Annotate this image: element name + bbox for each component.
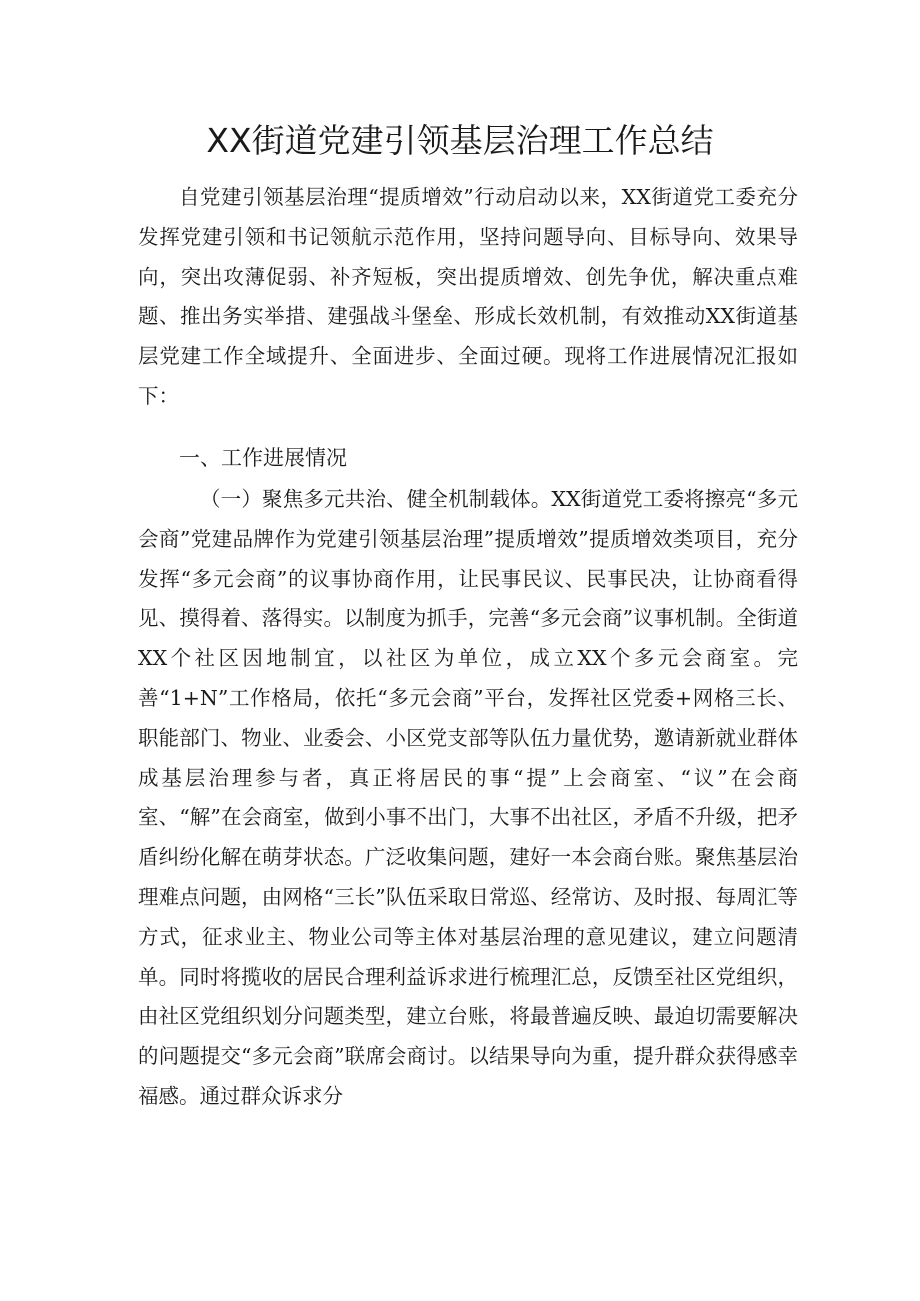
- intro-paragraph: 自党建引领基层治理“提质增效”行动启动以来，XX街道党工委充分发挥党建引领和书记领航示范作用，坚持问题导向、目标导向、效果导向，突出攻薄促弱、补齐短板，突出提质增效、创先争优，解决重点难题、推出务实举措、建强战斗堡垒、形成长效机制，有效推动XX街道基层党建工作全域提升、全面进步、全面过硬。现将工作进展情况汇报如下：: [138, 185, 798, 408]
- section-1-paragraph-1: （一）聚焦多元共治、健全机制载体。XX街道党工委将擦亮“多元会商”党建品牌作为党建引领基层治理”提质增效”提质增效类项目，充分发挥“多元会商”的议事协商作用，让民事民议、民事民决，让协商看得见、摸得着、落得实。以制度为抓手，完善“多元会商”议事机制。全街道XX个社区因地制宜，以社区为单位，成立XX个多元会商室。完善“1+N”工作格局，依托“多元会商”平台，发挥社区党委+网格三长、职能部门、物业、业委会、小区党支部等队伍力量优势，邀请新就业群体成基层治理参与者，真正将居民的事“提”上会商室、“议”在会商室、“解”在会商室，做到小事不出门，大事不出社区，矛盾不升级，把矛盾纠纷化解在萌芽状态。广泛收集问题，建好一本会商台账。聚焦基层治理难点问题，由网格“三长”队伍采取日常巡、经常访、及时报、每周汇等方式，征求业主、物业公司等主体对基层治理的意见建议，建立问题清单。同时将揽收的居民合理利益诉求进行梳理汇总，反馈至社区党组织，由社区党组织划分问题类型，建立台账，将最普遍反映、最迫切需要解决的问题提交“多元会商”联席会商讨。以结果导向为重，提升群众获得感幸福感。通过群众诉求分: [138, 487, 798, 1108]
- document-title: XX街道党建引领基层治理工作总结: [206, 121, 714, 160]
- section-heading-work-progress: 一、工作进展情况: [179, 446, 347, 470]
